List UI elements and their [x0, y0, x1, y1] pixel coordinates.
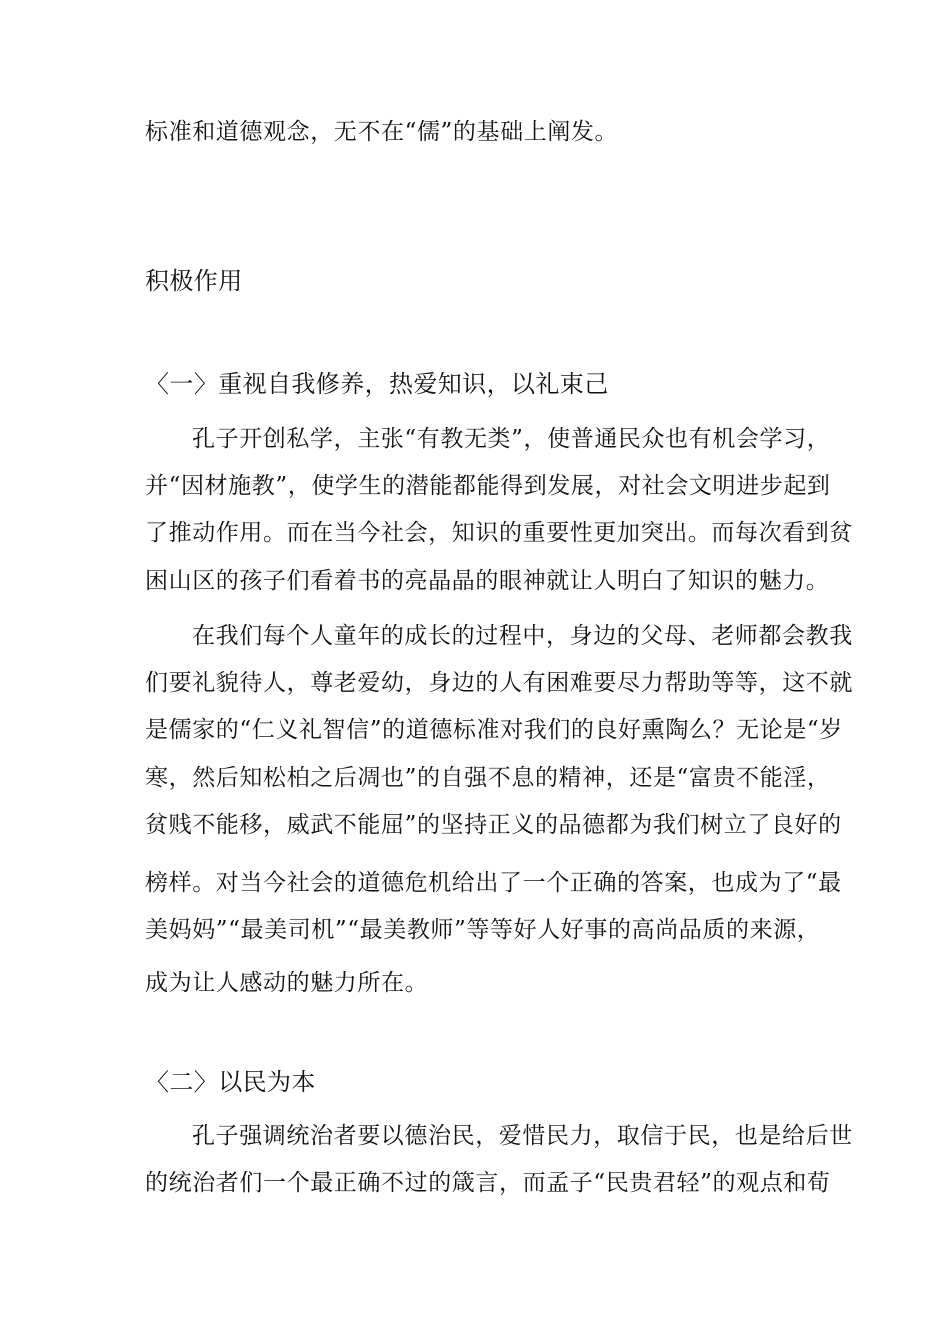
paragraph-line: 孔子开创私学，主张“有教无类”，使普通民众也有机会学习， [192, 426, 831, 452]
paragraph-line: 们要礼貌待人，尊老爱幼，身边的人有困难要尽力帮助等等，这不就 [145, 670, 853, 696]
subsection-title: 〈二〉以民为本 [145, 1068, 316, 1096]
paragraph-line: 成为让人感动的魅力所在。 [145, 970, 429, 996]
paragraph-line: 困山区的孩子们看着书的亮晶晶的眼神就让人明白了知识的魅力。 [145, 568, 830, 594]
paragraph-line: 在我们每个人童年的成长的过程中，身边的父母、老师都会教我 [192, 623, 853, 649]
paragraph-line: 并“因材施教”，使学生的潜能都能得到发展，对社会文明进步起到 [145, 473, 831, 499]
paragraph-line: 的统治者们一个最正确不过的箴言，而孟子“民贵君轻”的观点和荀 [145, 1170, 831, 1196]
paragraph-line: 榜样。对当今社会的道德危机给出了一个正确的答案，也成为了“最 [145, 870, 842, 896]
paragraph-line: 美妈妈”“最美司机”“最美教师”等等好人好事的高尚品质的来源， [145, 917, 821, 943]
section-title: 积极作用 [145, 267, 243, 295]
subsection-title: 〈一〉重视自我修养，热爱知识，以礼束己 [145, 370, 609, 398]
paragraph-line: 是儒家的“仁义礼智信”的道德标准对我们的良好熏陶么？无论是“岁 [145, 717, 843, 743]
text-line: 标准和道德观念，无不在“儒”的基础上阐发。 [145, 119, 619, 145]
paragraph-line: 了推动作用。而在当今社会，知识的重要性更加突出。而每次看到贫 [145, 520, 853, 546]
paragraph-line: 贫贱不能移，威武不能屈”的坚持正义的品德都为我们树立了良好的 [145, 812, 842, 838]
paragraph-line: 孔子强调统治者要以德治民，爱惜民力，取信于民，也是给后世 [192, 1123, 853, 1149]
paragraph-line: 寒，然后知松柏之后凋也”的自强不息的精神，还是“富贵不能淫， [145, 765, 831, 791]
